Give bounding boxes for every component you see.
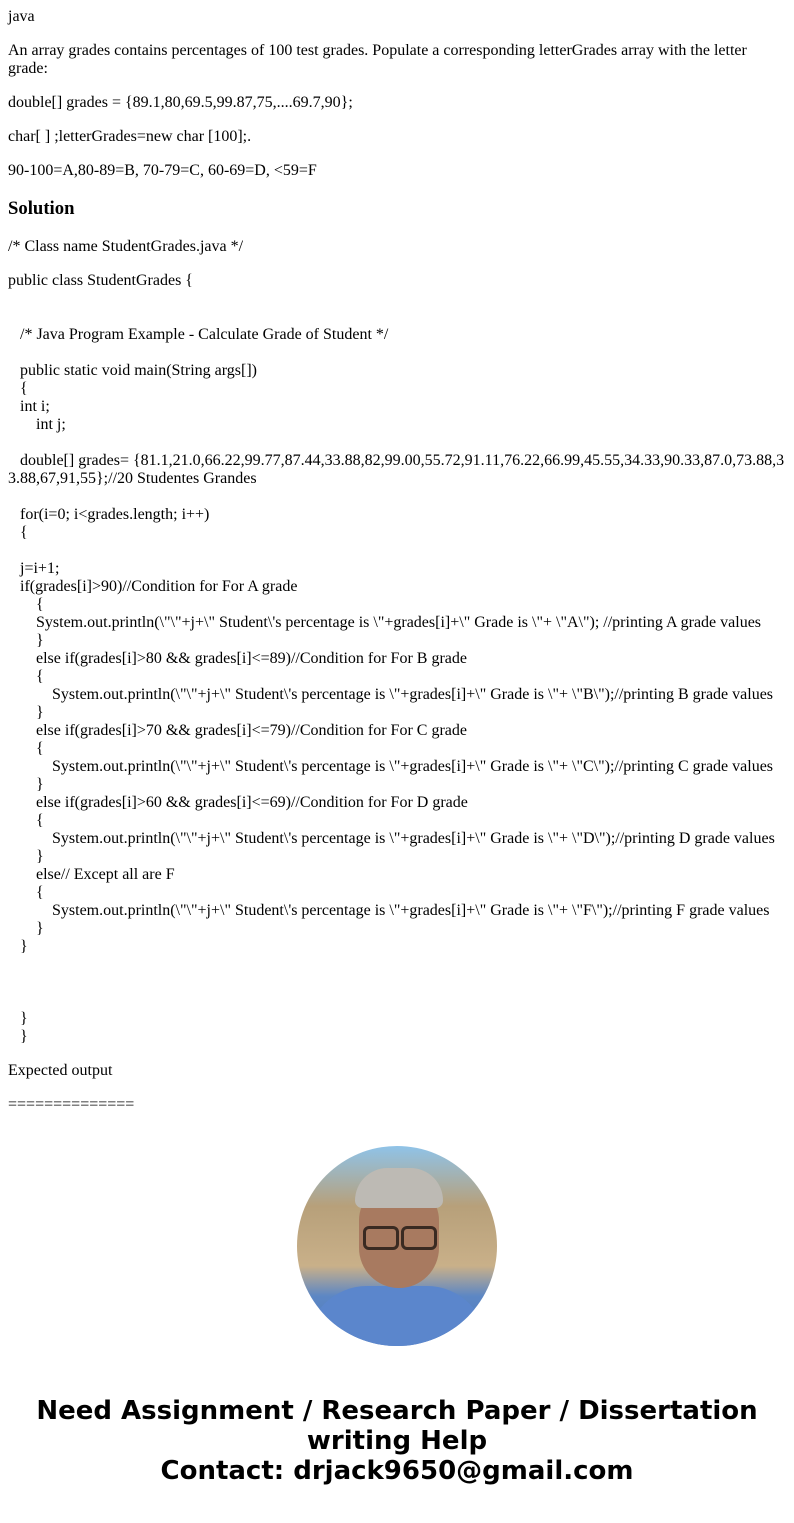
question-grades-line: double[] grades = {89.1,80,69.5,99.87,75,....69.7,90}; [8,94,353,111]
question-text: An array grades contains percentages of 100 test grades. Populate a corresponding letterGrades array with the letter grade: [8,42,747,77]
question-grade-scale: 90-100=A,80-89=B, 70-79=C, 60-69=D, <59=F [8,162,317,179]
solution-comment: /* Class name StudentGrades.java */ [8,238,244,255]
solution-heading: Solution [8,198,75,219]
promo-footer [8,1396,786,1486]
author-photo [297,1146,497,1346]
solution-code: public class StudentGrades { /* Java Program Example - Calculate Grade of Student */ public static void main(String args[]) { int i; int j; double[] grades= {81.1,21.0,66.22,99.77,87.44,33.88,82,99.00,55.72,91.11,76.22,66.99,45.55,34.33,90.33,87.0,73.88,33.88,67,91,55};//20 Studentes Grandes for(i=0; i<grades.length; i++) { j=i+1; if(grades[i]>90)//Condition for For A grade { System.out.println(\"\"+j+\" Student\'s percentage is \"+grades[i]+\" Grade is \"+ \"A\"); //printing A grade values } else if(grades[i]>80 && grades[i]<=89)//Condition for For B grade { System.out.println(\"\"+j+\" Student\'s percentage is \"+grades[i]+\" Grade is \"+ \"B\");//printing B grade values } else if(grades[i]>70 && grades[i]<=79)//Condition for For C grade { System.out.println(\"\"+j+\" Student\'s percentage is \"+grades[i]+\" Grade is \"+ \"C\");//printing C grade values } else if(grades[i]>60 && grades[i]<=69)//Condition for For D grade { System.out.println(\"\"+j+\" Student\'s percentage is \"+grades[i]+\" Grade is \"+ \"D\");//printing D grade values } else// Except all are F { System.out.println(\"\"+j+\" Student\'s percentage is \"+grades[i]+\" Grade is \"+ \"F\");//printing F grade values } } } } [8,272,785,1045]
promo-line: Need Assignment / Research Paper / Dissertation writing Help [36,1396,758,1456]
question-lettergrades-line: char[ ] ;letterGrades=new char [100];. [8,128,252,145]
expected-output-label: Expected output [8,1062,113,1079]
separator: ============== [8,1096,135,1113]
contact-line: Contact: drjack9650@gmail.com [160,1456,634,1486]
question-title: java [8,8,35,25]
